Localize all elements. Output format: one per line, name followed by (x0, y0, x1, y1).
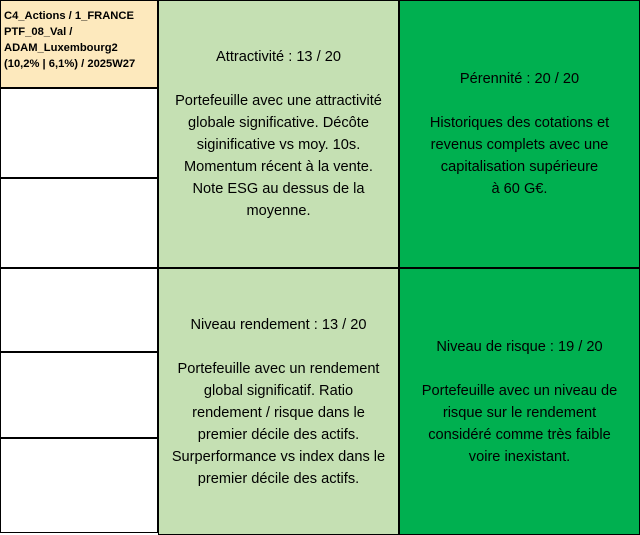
desc-line: Portefeuille avec une attractivité (175, 93, 382, 109)
risque-title: Niveau de risque : 19 / 20 (436, 338, 603, 355)
header-line: (10,2% | 6,1%) / 2025W27 (4, 58, 136, 70)
desc-line: moyenne. (246, 203, 311, 219)
attractivite-description (169, 90, 388, 222)
portfolio-header (0, 0, 158, 88)
empty-cell (0, 352, 158, 438)
desc-line: premier décile des actifs. (197, 470, 360, 487)
perennite-title: Pérennité : 20 / 20 (459, 71, 580, 87)
header-line: ADAM_Luxembourg2 (4, 42, 118, 54)
desc-line: globale significative. Décôte (188, 115, 369, 131)
empty-cell (0, 438, 158, 533)
desc-line: voire inexistant. (468, 448, 571, 465)
empty-cell (0, 268, 158, 352)
attractivite-cell (158, 0, 399, 268)
header-line: PTF_08_Val / (4, 26, 73, 38)
empty-cell (0, 88, 158, 178)
attractivite-title: Attractivité : 13 / 20 (216, 49, 341, 65)
desc-line: à 60 G€. (491, 181, 548, 197)
desc-line: risque sur le rendement (442, 404, 597, 421)
risque-description (416, 380, 624, 468)
desc-line: Momentum récent à la vente. (183, 159, 373, 175)
desc-line: capitalisation supérieure (440, 159, 599, 175)
header-line: C4_Actions / 1_FRANCE (4, 10, 134, 22)
perennite-description (424, 112, 615, 200)
risque-cell (399, 268, 640, 535)
desc-line: Note ESG au dessus de la (192, 181, 365, 197)
empty-cell (0, 178, 158, 268)
desc-line: premier décile des actifs. (197, 426, 360, 443)
rendement-description (166, 358, 391, 490)
desc-line: siginificative vs moy. 10s. (196, 137, 361, 153)
rendement-cell (158, 268, 399, 535)
desc-line: Portefeuille avec un niveau de (421, 382, 618, 399)
desc-line: revenus complets avec une (430, 137, 609, 153)
desc-line: Surperformance vs index dans le (171, 448, 386, 465)
desc-line: global significatif. Ratio (203, 382, 354, 399)
desc-line: rendement / risque dans le (192, 404, 365, 421)
rendement-title: Niveau rendement : 13 / 20 (190, 316, 367, 333)
desc-line: considéré comme très faible (428, 426, 611, 443)
perennite-cell (399, 0, 640, 268)
desc-line: Portefeuille avec un rendement (177, 360, 380, 377)
desc-line: Historiques des cotations et (429, 115, 610, 131)
